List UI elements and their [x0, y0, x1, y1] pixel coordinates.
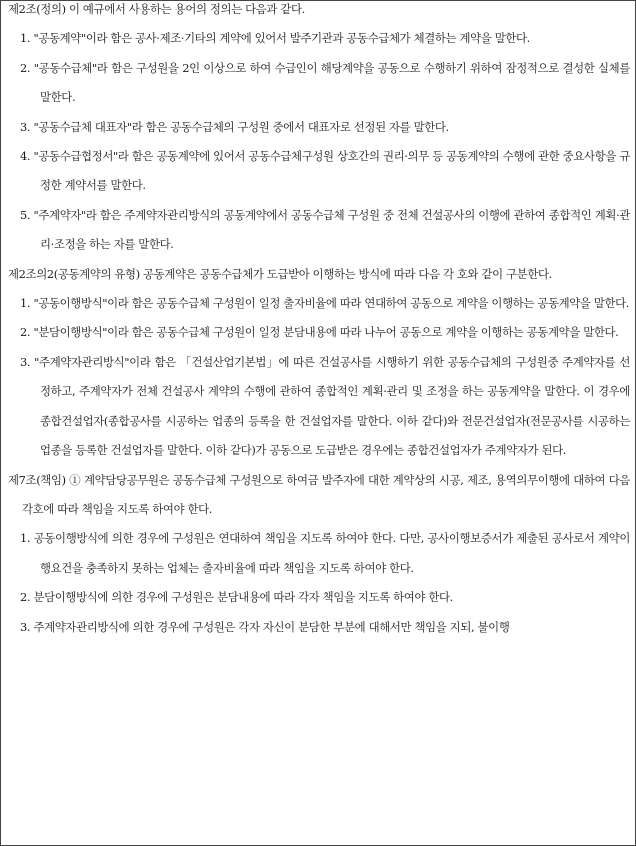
item-text: "공동수급협정서"라 함은 공동계약에 있어서 공동수급체구성원 상호간의 권리·의무 등 공동계약의 수행에 관한 중요사항을 규정한 계약서를 말한다. — [33, 149, 630, 193]
list-item — [8, 613, 630, 642]
item-number: 1. — [20, 31, 31, 46]
item-number: 2. — [20, 325, 31, 340]
item-number: 1. — [20, 531, 31, 546]
item-number: 1. — [20, 296, 31, 311]
item-number: 3. — [20, 119, 31, 134]
list-item — [8, 201, 630, 260]
item-text: 주계약자관리방식에 의한 경우에 구성원은 각자 자신이 분담한 부분에 대해서만 책임을 지되, 불이행 — [33, 619, 510, 634]
list-item — [8, 54, 630, 113]
item-text: "주계약자관리방식"이라 함은 「건설산업기본법」에 따른 건설공사를 시행하기 위한 공동수급체의 구성원중 주계약자를 선정하고, 주계약자가 전체 건설공사 계약의 수행에 관하여 종합적인 계획·관리 및 조정을 하는 공동계약을 말한다. 이 경우에 종합건설업자(종합공사를 시공하는 업종의 등록을 한 건설업자를 말한다. 이하 같다)와 전문건설업자(전문공사를 시공하는 업종을 등록한 건설업자를 말한다. 이하 같다)가 공동으로 도급받은 경우에는 종합건설업자가 주계약자가 된다. — [34, 354, 630, 458]
list-item — [8, 289, 630, 318]
item-number: 3. — [20, 619, 31, 634]
document-body — [1, 0, 635, 642]
item-number: 4. — [20, 149, 31, 164]
list-item — [8, 348, 630, 466]
item-text: "공동계약"이라 함은 공사·제조·기타의 계약에 있어서 발주기관과 공동수급체가 체결하는 계약을 말한다. — [33, 31, 530, 46]
item-number: 2. — [20, 60, 31, 75]
item-text: "주계약자"라 함은 주계약자관리방식의 공동계약에서 공동수급체 구성원 중 전체 건설공사의 이행에 관하여 종합적인 계획·관리·조정을 하는 자를 말한다. — [33, 207, 630, 252]
item-number: 3. — [20, 354, 31, 369]
article-7-heading: 제7조(책임) ① 계약담당공무원은 공동수급체 구성원으로 하여금 발주자에 대한 계약상의 시공, 제조, 용역의무이행에 대하여 다음 각호에 따라 책임을 지도록 하여야 한다. — [8, 472, 630, 516]
list-item — [8, 24, 630, 53]
item-text: 분담이행방식에 의한 경우에 구성원은 분담내용에 따라 각자 책임을 지도록 하여야 한다. — [33, 590, 453, 605]
list-item — [8, 318, 630, 347]
list-item — [8, 142, 630, 201]
item-text: "공동이행방식"이라 함은 공동수급체 구성원이 일정 출자비율에 따라 연대하여 공동으로 계약을 이행하는 공동계약을 말한다. — [33, 296, 630, 311]
item-text: "분담이행방식"이라 함은 공동수급체 구성원이 일정 분담내용에 따라 나누어 공동으로 계약을 이행하는 공동계약을 말한다. — [33, 325, 619, 340]
item-number: 5. — [20, 207, 31, 222]
item-number: 2. — [20, 590, 31, 605]
article-2-heading: 제2조(정의) 이 예규에서 사용하는 용어의 정의는 다음과 같다. — [8, 2, 305, 16]
item-text: 공동이행방식에 의한 경우에 구성원은 연대하여 책임을 지도록 하여야 한다. 다만, 공사이행보증서가 제출된 공사로서 계약이행요건을 충족하지 못하는 업체는 출자비율에 따라 책임을 지도록 하여야 한다. — [33, 531, 630, 575]
list-item — [8, 113, 630, 142]
list-item — [8, 524, 630, 583]
item-text: "공동수급체 대표자"라 함은 공동수급체의 구성원 중에서 대표자로 선정된 자를 말한다. — [33, 119, 449, 134]
list-item — [8, 583, 630, 612]
item-text: "공동수급체"라 함은 구성원을 2인 이상으로 하여 수급인이 해당계약을 공동으로 수행하기 위하여 잠정적으로 결성한 실체를 말한다. — [33, 60, 630, 105]
article-2-2-heading: 제2조의2(공동계약의 유형) 공동계약은 공동수급체가 도급받아 이행하는 방식에 따라 다음 각 호와 같이 구분한다. — [8, 266, 552, 281]
